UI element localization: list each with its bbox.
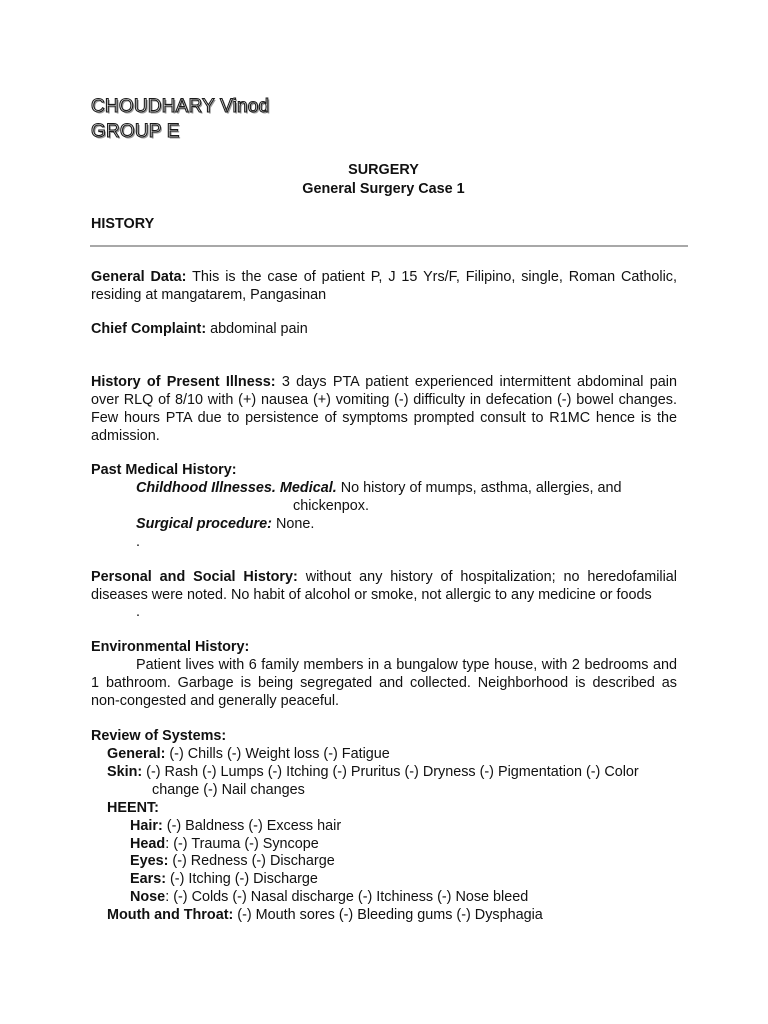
ros-ears-text: (-) Itching (-) Discharge xyxy=(166,871,318,887)
childhood-illnesses-line xyxy=(136,479,677,497)
personal-social-label: Personal and Social History: xyxy=(91,569,298,585)
psh-dot: . xyxy=(136,604,140,620)
ros-mouth-throat xyxy=(107,906,543,924)
ros-head-text: : (-) Trauma (-) Syncope xyxy=(165,836,319,852)
hpi-label: History of Present Illness: xyxy=(91,374,276,390)
history-heading: HISTORY xyxy=(91,216,155,232)
surgical-procedure-text: None. xyxy=(271,516,315,532)
ros-general-text: (-) Chills (-) Weight loss (-) Fatigue xyxy=(165,746,390,762)
general-data-text: This is the case of patient P, J 15 Yrs/F, Filipino, single, Roman Catholic, residing at mangatarem, Pangasinan xyxy=(91,269,677,303)
chief-complaint-label: Chief Complaint: xyxy=(91,321,207,337)
ros-skin-cont: change (-) Nail changes xyxy=(152,782,305,798)
hpi-text: 3 days PTA patient experienced intermittent abdominal pain over RLQ of 8/10 with (+) nausea (+) vomiting (-) difficulty in defecation (-) bowel changes. Few hours PTA due to persistence of symptoms prompted consult to R1MC hence is the admission. xyxy=(91,374,677,444)
ros-mouth-label: Mouth and Throat: xyxy=(107,907,234,923)
personal-social-text: without any history of hospitalization; no heredofamilial diseases were noted. No habit of alcohol or smoke, not allergic to any medicine or foods xyxy=(91,569,678,603)
childhood-illnesses-label: Childhood Illnesses. Medical. xyxy=(136,480,337,496)
ros-nose-label: Nose xyxy=(130,889,166,905)
ros-eyes-text: (-) Redness (-) Discharge xyxy=(168,853,335,869)
surgical-procedure-line xyxy=(136,515,314,533)
childhood-illnesses-text: No history of mumps, asthma, allergies, and xyxy=(336,480,622,496)
ros-eyes xyxy=(130,852,335,870)
group-label: GROUP E xyxy=(91,121,180,142)
ros-hair xyxy=(130,817,341,835)
horizontal-divider xyxy=(90,245,688,247)
environmental-heading: Environmental History: xyxy=(91,639,250,655)
general-data-label: General Data: xyxy=(91,269,187,285)
pmh-heading: Past Medical History: xyxy=(91,462,237,478)
ros-nose xyxy=(130,888,528,906)
ros-heading: Review of Systems: xyxy=(91,728,227,744)
childhood-illnesses-cont: chickenpox. xyxy=(293,498,369,514)
general-data-paragraph xyxy=(91,268,677,304)
ros-nose-text: : (-) Colds (-) Nasal discharge (-) Itchiness (-) Nose bleed xyxy=(165,889,529,905)
ros-ears xyxy=(130,870,318,888)
surgical-procedure-label: Surgical procedure: xyxy=(136,516,272,532)
ros-mouth-text: (-) Mouth sores (-) Bleeding gums (-) Dysphagia xyxy=(233,907,543,923)
ros-skin xyxy=(107,763,677,781)
chief-complaint-paragraph xyxy=(91,320,677,338)
ros-head-label: Head xyxy=(130,836,166,852)
hpi-paragraph xyxy=(91,373,677,445)
ros-heent-label: HEENT: xyxy=(107,800,159,816)
ros-hair-label: Hair: xyxy=(130,818,163,834)
author-name: CHOUDHARY Vinod xyxy=(91,96,270,117)
environmental-text: Patient lives with 6 family members in a bungalow type house, with 2 bedrooms and 1 bathroom. Garbage is being segregated and collected. Neighborhood is described as non-congested and generally peaceful. xyxy=(91,657,677,709)
case-title: General Surgery Case 1 xyxy=(302,181,465,197)
ros-head xyxy=(130,835,319,853)
ros-eyes-label: Eyes: xyxy=(130,853,169,869)
ros-ears-label: Ears: xyxy=(130,871,166,887)
ros-general-label: General: xyxy=(107,746,166,762)
personal-social-paragraph xyxy=(91,568,677,604)
chief-complaint-text: abdominal pain xyxy=(206,321,308,337)
ros-skin-text: (-) Rash (-) Lumps (-) Itching (-) Pruritus (-) Dryness (-) Pigmentation (-) Color xyxy=(142,764,639,780)
department-title: SURGERY xyxy=(348,162,419,178)
ros-hair-text: (-) Baldness (-) Excess hair xyxy=(162,818,342,834)
pmh-dot: . xyxy=(136,534,140,550)
ros-general xyxy=(107,745,677,763)
ros-skin-label: Skin: xyxy=(107,764,143,780)
